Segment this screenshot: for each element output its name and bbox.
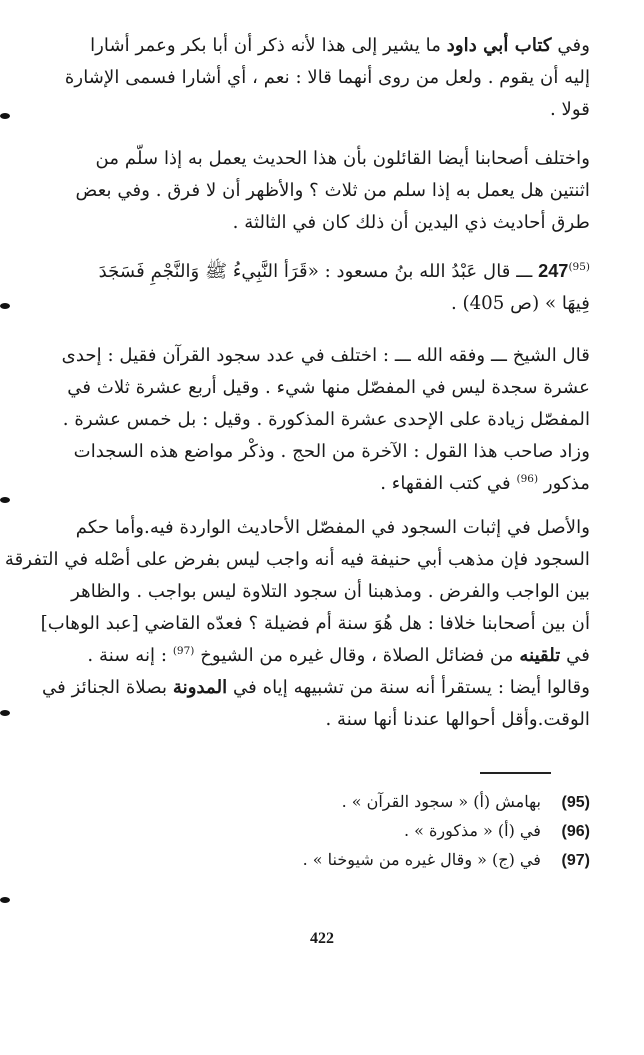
text-line: مذكور $^{(96)}$ في كتب الفقهاء . — [380, 472, 590, 494]
footnote-95: (95) بهامش (أ) « سجود القرآن » . — [341, 792, 590, 811]
text-line: وفي كتاب أبي داود ما يشير إلى هذا لأنه ذكر أن أبا بكر وعمر أشارا — [90, 35, 590, 56]
text-line: طرق أحاديث ذي اليدين أن ذلك كان في الثالثة . — [232, 212, 590, 233]
binding-hole-mark — [0, 497, 10, 503]
book-title-abu-dawud: كتاب أبي داود — [446, 35, 552, 56]
text-line: السجود فإن مذهب أبي حنيفة فيه أنه واجب ليس بفرض على أصْله في التفرقة — [4, 549, 590, 570]
book-title-talqin: تلقينه — [519, 645, 561, 666]
text-line: الوقت.وأقل أحوالها عندنا أنها سنة . — [325, 709, 590, 730]
binding-hole-mark — [0, 710, 10, 716]
text-line: عشرة سجدة ليس في المفصّل منها شيء . وقيل أربع عشرة ثلاث في — [67, 377, 590, 398]
text-line: قولا . — [549, 99, 590, 120]
footnote-96: (96) في (أ) « مذكورة » . — [403, 821, 590, 840]
page-number: 422 — [310, 930, 334, 947]
text-line: اثنتين هل يعمل به إذا سلم من ثلاث ؟ والأظهر أن لا فرق . وفي بعض — [75, 180, 590, 201]
footnote-divider — [480, 772, 551, 774]
text-line: وقالوا أيضا : يستقرأ أنه سنة من تشبيهه إياه في المدونة بصلاة الجنائز في — [42, 677, 590, 698]
binding-hole-mark — [0, 303, 10, 309]
text-line: والأصل في إثبات السجود في المفصّل الأحاديث الواردة فيه.وأما حكم — [75, 517, 590, 538]
paragraph-prostration-ruling — [4, 512, 590, 736]
text-line: أن بين أصحابنا خلافا : هل هُوَ سنة أم فضيلة ؟ فعدّه القاضي [عبد الوهاب] — [40, 613, 590, 634]
text-line: واختلف أصحابنا أيضا القائلون بأن هذا الحديث يعمل به إذا سلّم من — [95, 148, 590, 169]
hadith-line: فِيهَا » (ص 405) . — [450, 293, 590, 314]
footnote-97: (97) في (ج) « وقال غيره من شيوخنا » . — [302, 850, 590, 869]
footnote-ref: (97) — [172, 644, 195, 657]
footnote-ref: (95) — [568, 260, 590, 273]
hadith-line: 247$^{(95)}$ ـــ قال عَبْدُ الله بنُ مسعود : «قَرَأ النَّبِيءُ ﷺ وَالنَّجْمِ فَسَجَدَ — [98, 260, 590, 282]
paragraph-disagreement — [46, 143, 590, 239]
footnote-ref: (96) — [516, 472, 539, 485]
binding-hole-mark — [0, 113, 10, 119]
paragraph-abu-dawud — [46, 30, 590, 126]
book-title-mudawwana: المدونة — [172, 677, 228, 698]
footnotes — [60, 788, 590, 875]
text-line: المفصّل زيادة على الإحدى عشرة المذكورة . وقيل : بل خمس عشرة . — [62, 409, 590, 430]
text-line: في تلقينه من فضائل الصلاة ، وقال غيره من الشيوخ $^{(97)}$ : إنه سنة . — [87, 644, 590, 666]
text-line: وزاد صاحب هذا القول : الآخرة من الحج . وذكْر مواضع هذه السجدات — [73, 441, 590, 462]
binding-hole-mark — [0, 897, 10, 903]
paragraph-sheikh-commentary — [46, 340, 590, 500]
text-line: بين الواجب والفرض . ومذهبنا أن سجود التلاوة ليس بواجب . والظاهر — [71, 581, 590, 602]
hadith-entry — [46, 255, 590, 320]
text-line: قال الشيخ ـــ وفقه الله ـــ : اختلف في عدد سجود القرآن فقيل : إحدى — [61, 345, 590, 366]
text-line: إليه أن يقوم . ولعل من روى أنهما قالا : نعم ، أي أشارا فسمى الإشارة — [64, 67, 590, 88]
hadith-number: 247 — [538, 261, 569, 281]
